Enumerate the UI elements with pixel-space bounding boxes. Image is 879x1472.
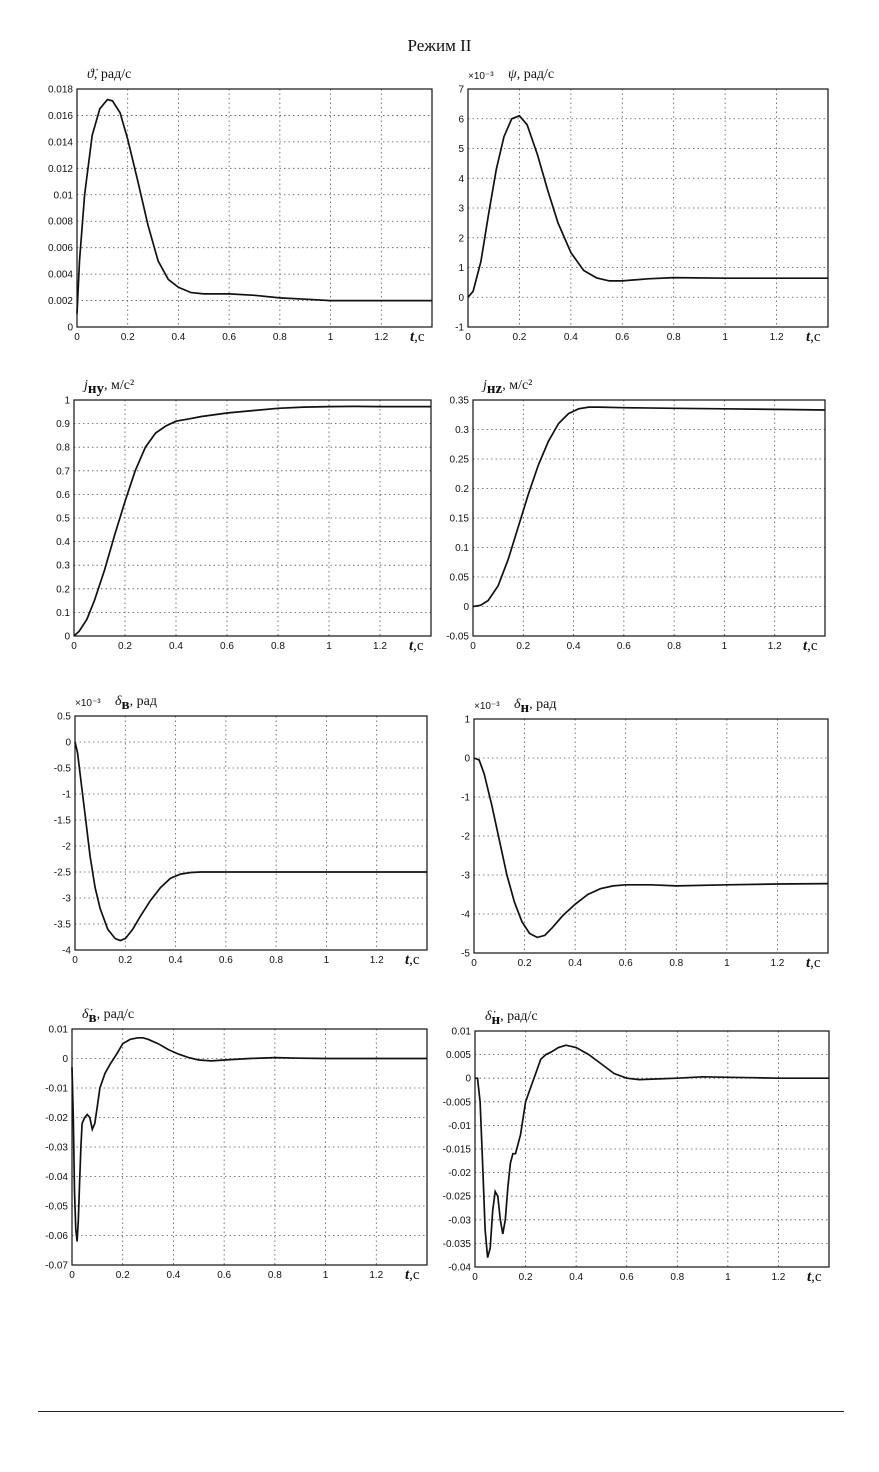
x-tick-label: 0.4 (168, 955, 183, 966)
y-tick-label: 0.1 (455, 543, 469, 554)
x-tick-label: 0.2 (512, 332, 527, 343)
y-tick-label: 0 (464, 753, 470, 765)
x-tick-label: 0.6 (222, 332, 237, 343)
y-tick-label: 0.014 (47, 137, 73, 149)
data-series-line (77, 100, 432, 314)
x-tick-label: 1 (323, 955, 330, 966)
y-tick-label: -0.06 (45, 1231, 68, 1242)
x-tick-label: 0.8 (670, 1272, 685, 1283)
x-tick-label: 0.2 (120, 332, 135, 343)
y-tick-label: -1 (455, 322, 464, 334)
y-tick-label: -0.035 (442, 1238, 471, 1250)
x-tick-label: 1 (721, 641, 728, 652)
x-tick-label: 0.6 (220, 641, 234, 652)
x-tick-label: 0.4 (166, 1270, 181, 1281)
y-axis-subscript: в (121, 696, 130, 713)
x-tick-label: 0 (472, 1272, 478, 1283)
x-axis-units: ,c (811, 1269, 822, 1285)
x-axis-label: t,c (807, 1269, 822, 1285)
y-axis-label (485, 1009, 538, 1029)
x-tick-label: 0.8 (272, 332, 287, 343)
y-tick-label: 0.4 (56, 537, 70, 549)
y-tick-label: 7 (458, 84, 464, 96)
y-axis-label (508, 67, 554, 83)
y-axis-symbol: ϑ̇ (87, 67, 94, 82)
y-tick-label: 0.8 (56, 442, 70, 454)
y-tick-label: -0.07 (45, 1260, 68, 1272)
y-axis-units: , рад/с (93, 67, 132, 82)
x-axis-label: t,c (803, 638, 818, 654)
axis-multiplier: ×10⁻³ (474, 701, 500, 712)
x-tick-label: 1.2 (767, 641, 782, 652)
y-axis-units: , рад/с (500, 1009, 538, 1024)
y-tick-label: -2.5 (53, 867, 71, 879)
axes-frame (75, 716, 427, 950)
y-tick-label: 0.3 (455, 425, 469, 436)
x-tick-label: 0.6 (619, 1272, 634, 1283)
y-tick-label: -0.02 (45, 1113, 68, 1124)
y-axis-subscript: н (520, 699, 530, 716)
data-series-line (75, 742, 427, 941)
data-series-line (468, 116, 828, 297)
y-tick-label: -0.015 (442, 1144, 471, 1156)
y-tick-label: 0.018 (47, 84, 73, 96)
y-tick-label: -0.05 (446, 631, 469, 643)
y-axis-units: , м/с² (502, 378, 533, 393)
y-axis-symbol: δ̇ (485, 1009, 492, 1024)
x-axis-label: t,c (405, 952, 420, 968)
y-tick-label: 0 (67, 322, 73, 334)
y-tick-label: -0.04 (448, 1262, 471, 1274)
axis-multiplier: ×10⁻³ (75, 698, 101, 709)
y-axis-label (82, 1007, 134, 1027)
y-axis-units: , м/с² (104, 378, 135, 393)
y-axis-subscript: нz (486, 380, 503, 397)
x-tick-label: 1 (326, 641, 332, 652)
x-tick-label: 0.4 (563, 332, 578, 343)
y-tick-label: 0.9 (56, 419, 70, 431)
y-tick-label: -0.5 (53, 763, 71, 775)
y-tick-label: 0.005 (445, 1050, 471, 1062)
chart-panel (47, 67, 432, 345)
y-tick-label: 0.05 (449, 572, 469, 584)
x-tick-label: 0 (470, 641, 476, 652)
x-tick-label: 0.6 (616, 641, 631, 652)
data-series-line (74, 406, 431, 636)
axes-frame (74, 400, 431, 636)
y-axis-label (514, 697, 557, 717)
y-axis-symbol: j (483, 378, 487, 393)
y-tick-label: -1 (461, 792, 470, 804)
y-tick-label: -1 (62, 789, 71, 801)
data-series-line (72, 1038, 427, 1242)
y-axis-symbol: ψ (508, 67, 517, 82)
x-tick-label: 0.8 (267, 1270, 282, 1281)
y-tick-label: 1 (464, 714, 470, 726)
y-tick-label: 0.7 (56, 466, 70, 478)
y-tick-label: 0.25 (449, 454, 469, 466)
y-tick-label: 0.2 (455, 484, 469, 495)
y-tick-label: 5 (458, 144, 464, 155)
y-tick-label: 0 (458, 292, 464, 304)
y-tick-label: -0.01 (45, 1083, 68, 1095)
x-tick-label: 1.2 (374, 332, 389, 343)
y-tick-label: 1 (458, 263, 464, 274)
x-tick-label: 0.2 (516, 641, 531, 652)
axes-frame (77, 89, 432, 327)
y-tick-label: -5 (461, 948, 470, 960)
x-axis-units: ,c (807, 638, 818, 654)
chart-panel (461, 697, 828, 971)
y-tick-label: 3 (458, 203, 464, 215)
y-tick-label: -0.03 (45, 1142, 68, 1154)
x-tick-label: 1.2 (373, 641, 387, 652)
page-title: Режим II (407, 36, 472, 55)
x-axis-units: ,c (409, 1267, 420, 1283)
y-axis-units: , рад/с (516, 67, 555, 82)
x-tick-label: 1.2 (770, 958, 785, 969)
x-tick-label: 0.6 (618, 958, 633, 969)
x-tick-label: 0 (465, 332, 471, 343)
x-axis-label: t,c (405, 1267, 420, 1283)
x-tick-label: 0.4 (171, 332, 186, 343)
x-tick-label: 1.2 (769, 332, 784, 343)
y-axis-label (87, 67, 131, 83)
y-tick-label: 0.5 (57, 711, 71, 723)
x-tick-label: 1 (322, 1270, 329, 1281)
y-tick-label: 0.01 (451, 1026, 471, 1038)
x-tick-label: 1 (327, 332, 334, 343)
x-tick-label: 1 (725, 1272, 731, 1283)
x-tick-label: 1 (724, 958, 730, 969)
y-tick-label: -3 (461, 870, 470, 882)
y-tick-label: 0.15 (449, 513, 469, 525)
y-tick-label: 0.35 (449, 395, 469, 407)
chart-panel (442, 1009, 829, 1285)
x-tick-label: 0.6 (217, 1270, 232, 1281)
x-tick-label: 0.2 (518, 1272, 533, 1283)
y-tick-label: 0 (62, 1054, 68, 1065)
x-axis-label: t,c (409, 638, 424, 654)
y-axis-subscript: ну (87, 380, 105, 397)
y-tick-label: -0.03 (448, 1215, 471, 1227)
y-axis-label (483, 378, 532, 398)
data-series-line (474, 758, 828, 937)
y-tick-label: 0.016 (47, 110, 73, 122)
x-axis-units: ,c (413, 638, 424, 654)
x-tick-label: 0.8 (271, 641, 285, 652)
y-tick-label: -4 (62, 945, 71, 957)
data-series-line (473, 407, 825, 606)
x-tick-label: 0.6 (218, 955, 233, 966)
x-tick-label: 0 (74, 332, 80, 343)
y-tick-label: -3.5 (53, 919, 71, 931)
y-tick-label: 0.008 (47, 216, 73, 228)
y-tick-label: 0 (465, 1073, 471, 1085)
y-tick-label: -3 (62, 893, 71, 905)
x-axis-label: t,c (806, 955, 821, 971)
y-tick-label: 0.012 (47, 163, 73, 175)
y-axis-subscript: н (491, 1011, 501, 1028)
x-tick-label: 0.2 (118, 955, 133, 966)
chart-panel (56, 378, 431, 654)
y-tick-label: 0 (463, 602, 469, 613)
y-axis-units: , рад (129, 694, 157, 709)
chart-panel (446, 378, 825, 654)
x-tick-label: 0.8 (669, 958, 684, 969)
y-axis-subscript: в (88, 1009, 97, 1026)
y-tick-label: -0.01 (448, 1120, 471, 1132)
chart-panel (45, 1007, 427, 1283)
x-tick-label: 1.2 (369, 955, 384, 966)
axis-multiplier: ×10⁻³ (468, 71, 494, 82)
y-tick-label: -0.05 (45, 1201, 68, 1213)
x-tick-label: 0.2 (118, 641, 132, 652)
y-tick-label: 0.6 (56, 489, 70, 501)
x-axis-units: ,c (414, 329, 425, 345)
x-axis-label: t,c (410, 329, 425, 345)
y-axis-label (84, 378, 134, 398)
y-axis-symbol: δ (514, 697, 521, 712)
x-axis-units: ,c (810, 329, 821, 345)
x-axis-label: t,c (806, 329, 821, 345)
y-tick-label: 6 (458, 114, 464, 126)
data-series-line (475, 1045, 829, 1257)
y-axis-symbol: δ (115, 694, 122, 709)
y-tick-label: 0.002 (47, 296, 73, 308)
y-axis-units: , рад (529, 697, 557, 712)
y-tick-label: 2 (458, 233, 464, 245)
x-tick-label: 0.4 (566, 641, 581, 652)
x-axis-units: ,c (810, 955, 821, 971)
y-tick-label: 0.01 (48, 1024, 68, 1036)
y-tick-label: 1 (64, 395, 70, 407)
y-tick-label: 0 (65, 737, 71, 749)
chart-panel (53, 694, 427, 968)
x-tick-label: 0 (72, 955, 78, 966)
x-tick-label: 1.2 (369, 1270, 384, 1281)
chart-panel (455, 67, 828, 345)
y-axis-symbol: δ̇ (82, 1007, 89, 1022)
y-tick-label: 0.1 (56, 607, 70, 619)
x-tick-label: 1 (722, 332, 728, 343)
x-tick-label: 0.4 (169, 641, 183, 652)
y-tick-label: -1.5 (53, 815, 71, 827)
y-tick-label: -0.04 (45, 1172, 68, 1183)
x-tick-label: 0.8 (666, 332, 681, 343)
y-tick-label: -0.02 (448, 1168, 471, 1180)
y-tick-label: -0.025 (442, 1191, 471, 1203)
x-tick-label: 0.4 (569, 1272, 584, 1283)
y-axis-units: , рад/с (96, 1007, 135, 1022)
y-axis-label (115, 694, 157, 714)
y-tick-label: 0.2 (56, 584, 70, 596)
x-tick-label: 1.2 (771, 1272, 786, 1283)
x-tick-label: 0.4 (568, 958, 583, 969)
y-axis-symbol: j (84, 378, 88, 393)
y-tick-label: 0.5 (56, 513, 70, 525)
x-tick-label: 0 (471, 958, 477, 969)
x-tick-label: 0.2 (517, 958, 532, 969)
y-tick-label: 0.3 (56, 560, 70, 572)
footer-rule (38, 1411, 844, 1412)
y-tick-label: 0.01 (53, 190, 73, 202)
x-tick-label: 0.8 (269, 955, 284, 966)
y-tick-label: 0.006 (47, 243, 73, 255)
y-tick-label: -2 (461, 831, 470, 843)
x-tick-label: 0 (69, 1270, 75, 1281)
y-tick-label: -2 (62, 841, 71, 853)
y-tick-label: -0.005 (442, 1097, 471, 1109)
y-tick-label: -4 (461, 909, 470, 921)
y-tick-label: 0.004 (47, 269, 73, 281)
x-tick-label: 0.6 (615, 332, 630, 343)
x-tick-label: 0.2 (115, 1270, 130, 1281)
x-axis-units: ,c (409, 952, 420, 968)
x-tick-label: 0.8 (667, 641, 682, 652)
x-tick-label: 0 (71, 641, 77, 652)
y-tick-label: 4 (458, 173, 464, 185)
y-tick-label: 0 (64, 631, 70, 643)
